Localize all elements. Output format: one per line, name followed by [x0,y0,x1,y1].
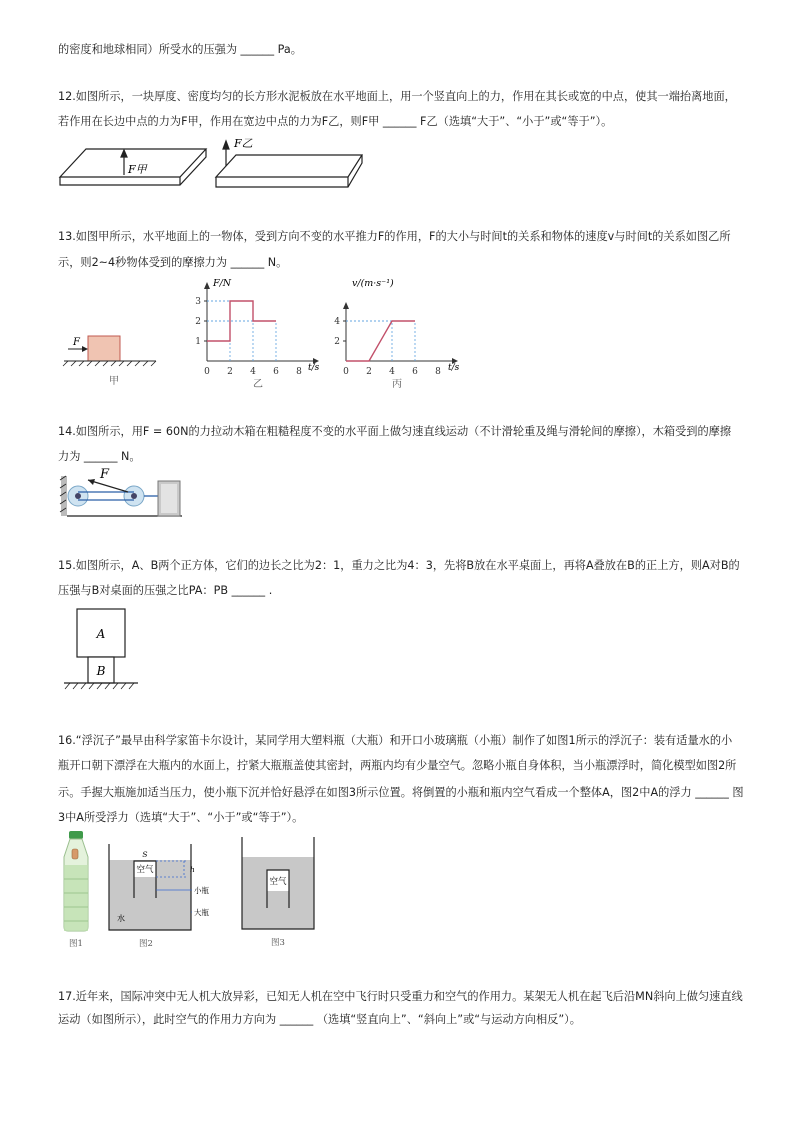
caption-jia: 甲 [109,376,119,387]
q13-text-line2: 示，则2~4秒物体受到的摩擦力为 ______ N。 [58,256,288,269]
label-small-bottle: 小瓶 [194,886,209,895]
wall [61,476,67,516]
q16-figure-1 [58,827,98,951]
velocity-time-graph [334,302,458,377]
q16-text-line4: 3中A所受浮力（选填“大于”、“小于”或“等于”）。 [58,811,304,824]
label-f: F [100,467,110,482]
caption-bing: 丙 [392,379,402,390]
y-axis-arrow [343,302,349,309]
push-arrow-head [82,346,88,352]
pull-arrow-head [88,479,95,485]
caption-fig3: 图3 [271,938,285,948]
x-tick-label: 4 [389,367,395,377]
q15-figure [62,606,142,692]
q11-text: 的密度和地球相同）所受水的压强为 ______ Pa。 [58,43,302,56]
x-tick-label: 8 [435,367,441,377]
q13-text-line1: 13.如图甲所示，水平地面上的一物体，受到方向不变的水平推力F的作用，F的大小与时间t的关系和物体的速度v与时间t的关系如图乙所 [58,230,731,243]
q13-figure-yi [193,275,323,393]
q17-text-line1: 17.近年来，国际冲突中无人机大放异彩，已知无人机在空中飞行时只受重力和空气的作用力。某架无人机在起飞后沿MN斜向上做匀速直线 [58,990,743,1003]
q12-text-line2: 若作用在长边中点的力为F甲，作用在宽边中点的力为F乙，则F甲 ______ F乙（选填“大于”、“小于”或“等于”）。 [58,115,613,128]
ylabel-bing: v/(m·s⁻¹) [352,278,394,289]
caption-fig2: 图2 [139,939,153,949]
y-tick-label: 3 [195,297,201,307]
label-f-jia: F甲 [128,163,147,176]
label-s: S [142,850,148,859]
q16-figure-2 [104,840,234,952]
y-tick-label: 1 [195,337,201,347]
label-big-bottle: 大瓶 [194,908,209,917]
label-b: B [96,664,106,678]
y-tick-label: 4 [334,317,340,327]
xlabel-yi: t/s [308,363,320,373]
q15-text-line2: 压强与B对桌面的压强之比PA：PB ______ . [58,584,273,597]
force-arrow-yi [223,141,229,166]
x-tick-label: 4 [250,367,256,377]
q16-text-line1: 16.“浮沉子”最早由科学家笛卡尔设计，某同学用大塑料瓶（大瓶）和开口小玻璃瓶（小瓶）制作了如图1所示的浮沉子：装有适量水的小 [58,734,733,747]
label-a: A [96,627,106,641]
series-line [346,321,415,361]
movable-pulley [124,486,144,506]
q12-figure [58,135,378,191]
x-tick-label: 2 [227,367,233,377]
q17-text-line2: 运动（如图所示），此时空气的作用力方向为 ______ （选填“竖直向上”、“斜向上”或“与运动方向相反”）。 [58,1013,581,1026]
y-axis-arrow [204,282,210,289]
water-body [242,857,314,929]
q14-figure [58,464,188,520]
x-tick-label: 8 [296,367,302,377]
q13-figure-bing [330,275,470,393]
x-tick-label: 2 [366,367,372,377]
caption-yi: 乙 [253,379,263,390]
bottle-cap [69,831,83,839]
ylabel-yi: F/N [213,278,232,289]
q15-text-line1: 15.如图所示，A、B两个正方体，它们的边长之比为2：1，重力之比为4：3，先将B放在水平桌面上，再将A叠放在B的正上方，则A对B的 [58,559,740,572]
table-hatch [65,683,134,689]
force-arrow-jia [121,150,127,175]
ground-hatch [63,361,156,366]
block [88,336,120,361]
label-water: 水 [117,914,125,923]
y-tick-label: 2 [195,317,201,327]
y-tick-label: 2 [334,337,340,347]
label-f-yi: F乙 [234,137,253,150]
force-time-graph [195,282,319,377]
fixed-pulley [68,486,88,506]
series-line [207,301,276,341]
q16-figure-3 [238,833,322,951]
q16-text-line3: 示。手握大瓶施加适当压力，使小瓶下沉并恰好悬浮在如图3所示位置。将倒置的小瓶和瓶内空气看成一个整体A，图2中A的浮力 ______ 图 [58,786,744,799]
q16-text-line2: 瓶开口朝下漂浮在大瓶内的水面上，拧紧大瓶瓶盖使其密封，两瓶内均有少量空气。忽略小瓶自身体积，当小瓶漂浮时，简化模型如图2所 [58,759,737,772]
q12-text-line1: 12.如图所示，一块厚度、密度均匀的长方形水泥板放在水平地面上，用一个竖直向上的力，作用在其长或宽的中点，使其一端抬离地面， [58,90,736,103]
label-f: F [73,337,80,348]
slab-short-side [216,155,362,187]
x-tick-label: 0 [343,367,349,377]
x-tick-label: 0 [204,367,210,377]
label-air: 空气 [269,877,287,887]
small-vial [72,849,78,859]
xlabel-bing: t/s [448,363,460,373]
q13-figure-jia [62,325,168,387]
label-h: h [190,865,195,874]
caption-fig1: 图1 [69,939,83,949]
x-tick-label: 6 [412,367,418,377]
label-air: 空气 [136,865,154,875]
q14-text-line2: 力为 ______ N。 [58,450,141,463]
crate-face [161,484,177,513]
rope [78,492,158,500]
q14-text-line1: 14.如图所示，用F = 60N的力拉动木箱在粗糙程度不变的水平面上做匀速直线运动（不计滑轮重及绳与滑轮间的摩擦），木箱受到的摩擦 [58,425,732,438]
x-tick-label: 6 [273,367,279,377]
